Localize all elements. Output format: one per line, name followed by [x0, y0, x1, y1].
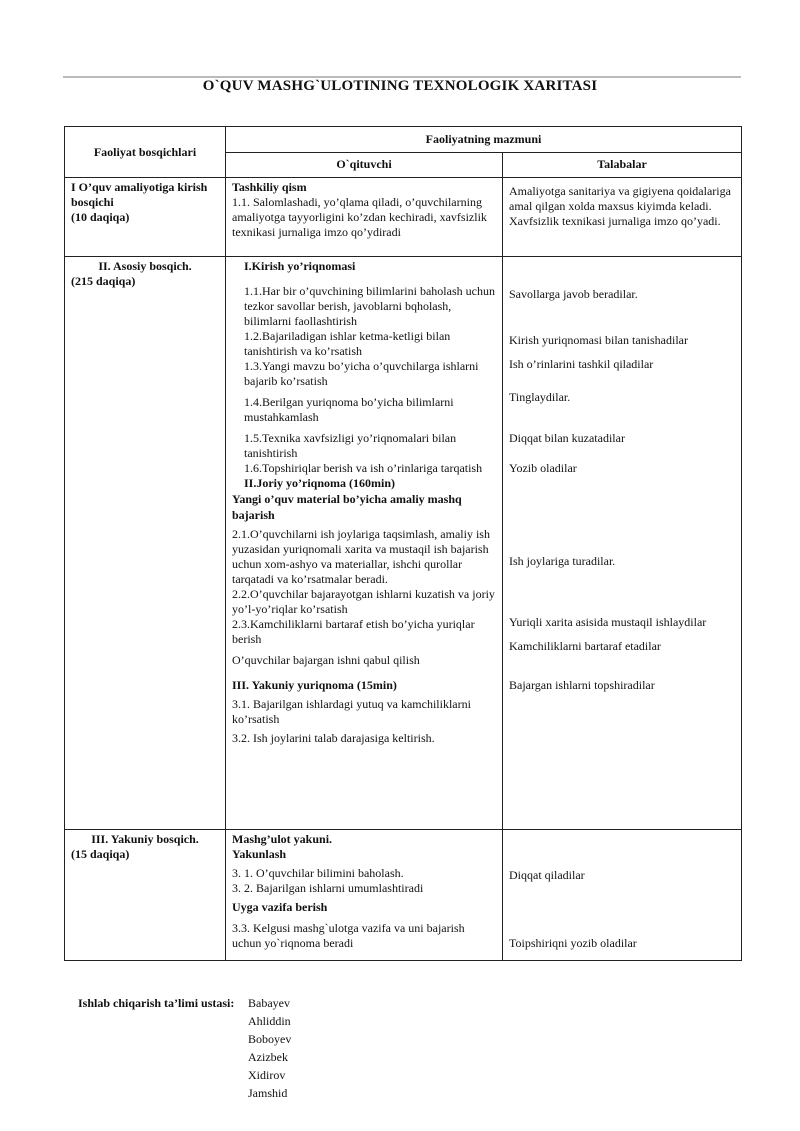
technology-map-table: [64, 126, 742, 961]
header-content: Faoliyatning mazmuni: [226, 127, 742, 153]
list-item: 2.2.O’quvchilar bajarayotgan ishlarni kuzatish va joriy yo’l-yo’riqlar ko’rsatish: [232, 587, 495, 616]
teacher-text: 1.1. Salomlashadi, yo’qlama qiladi, o’quvchilarning amaliyotga tayyorligini ko’zdan kechiradi, xavfsizlik texnikasi jurnaliga imzo qo’ydiradi: [232, 195, 487, 239]
list-item: 2.3.Kamchiliklarni bartaraf etish bo’yicha yuriqlar berish: [232, 617, 475, 646]
section-heading: Mashg’ulot yakuni.: [232, 832, 333, 846]
signature-name: Babayev Ahliddin: [248, 996, 291, 1028]
list-item: 1.1.Har bir o’quvchining bilimlarini baholash uchun tezkor savollar berish, javoblarni bqholash, bilimlarni faollashtirish: [244, 284, 495, 328]
signature-name: Xidirov Jamshid: [248, 1068, 288, 1100]
students-item: Toipshiriqni yozib oladilar: [509, 936, 637, 950]
students-item: Kirish yuriqnomasi bilan tanishadilar: [509, 333, 688, 347]
students-cell: [503, 257, 742, 830]
list-item: 3.1. Bajarilgan ishlardagi yutuq va kamchiliklarni ko’rsatish: [232, 697, 471, 726]
list-item: 3. 2. Bajarilgan ishlarni umumlashtiradi: [232, 881, 424, 895]
students-cell: [503, 178, 742, 257]
table-row: [65, 257, 742, 830]
stage-cell: [65, 830, 226, 961]
signature-label: Ishlab chiqarish ta’limi ustasi:: [78, 996, 235, 1010]
stage-cell: [65, 257, 226, 830]
header-students: Talabalar: [503, 152, 742, 178]
table-row: [65, 178, 742, 257]
list-item: 3.2. Ish joylarini talab darajasiga keltirish.: [232, 731, 435, 745]
students-cell: [503, 830, 742, 961]
students-item: Diqqat bilan kuzatadilar: [509, 431, 625, 445]
stage-line: II. Asosiy bosqich.: [98, 259, 192, 273]
list-item: 1.6.Topshiriqlar berish va ish o’rinlariga tarqatish: [244, 461, 483, 475]
document-title: O`QUV MASHG`ULOTINING TEXNOLOGIK XARITASI: [202, 78, 598, 94]
list-item: 1.3.Yangi mavzu bo’yicha o’quvchilarga ishlarni bajarib ko’rsatish: [244, 359, 479, 388]
students-item: Yozib oladilar: [509, 461, 577, 475]
stage-duration: (10 daqiqa): [71, 210, 130, 224]
section-heading: Yakunlash: [232, 847, 287, 861]
section-subheading: Yangi o’quv material bo’yicha amaliy mashq bajarish: [232, 492, 462, 522]
stage-line: I O’quv amaliyotiga kirish: [71, 180, 208, 194]
list-item: 1.2.Bajariladigan ishlar ketma-ketligi bilan tanishtirish va ko’rsatish: [244, 329, 451, 358]
students-item: Tinglaydilar.: [509, 390, 571, 404]
stage-line: III. Yakuniy bosqich.: [91, 832, 199, 846]
students-item: Kamchiliklarni bartaraf etadilar: [509, 639, 661, 653]
section-heading: II.Joriy yo’riqnoma (160min): [244, 476, 395, 490]
teacher-cell: [226, 178, 503, 257]
students-item: Diqqat qiladilar: [509, 868, 585, 882]
stage-duration: (15 daqiqa): [71, 847, 130, 861]
stage-duration: (215 daqiqa): [71, 274, 136, 288]
section-heading: I.Kirish yo’riqnomasi: [244, 259, 356, 273]
students-text: Amaliyotga sanitariya va gigiyena qoidalariga amal qilgan xolda maxsus kiyimda keladi. Xavfsizlik texnikasi jurnaliga imzo qo’yadi.: [509, 184, 731, 228]
list-item: 1.4.Berilgan yuriqnoma bo’yicha bilimlarni mustahkamlash: [244, 395, 454, 424]
header-row: [65, 127, 742, 153]
list-item: 2.1.O’quvchilarni ish joylariga taqsimlash, amaliy ish yuzasidan yuriqnomali xarita va mustaqil ish bajarish uchun xom-ashyo va materiallar, ishchi qurollar tarqatadi va ko’rsatmalar beradi.: [232, 527, 490, 586]
signature-block: [78, 994, 292, 1100]
table-row: [65, 830, 742, 961]
students-item: Ish o’rinlarini tashkil qiladilar: [509, 357, 654, 371]
students-item: Ish joylariga turadilar.: [509, 554, 616, 568]
list-item: O’quvchilar bajargan ishni qabul qilish: [232, 653, 420, 667]
header-teacher: O`qituvchi: [226, 152, 503, 178]
students-item: Yuriqli xarita asisida mustaqil ishlaydilar: [509, 615, 707, 629]
header-stages: Faoliyat bosqichlari: [65, 127, 226, 178]
list-item: 1.5.Texnika xavfsizligi yo’riqnomalari bilan tanishtirish: [244, 431, 457, 460]
teacher-cell: [226, 257, 503, 830]
signature-name: Boboyev Azizbek: [248, 1032, 292, 1064]
signature-names: [248, 994, 291, 1102]
stage-line: bosqichi: [71, 195, 114, 209]
list-item: 3. 1. O’quvchilar bilimini baholash.: [232, 866, 404, 880]
list-item: 3.3. Kelgusi mashg`ulotga vazifa va uni bajarish uchun yo`riqnoma beradi: [232, 921, 465, 950]
stage-cell: [65, 178, 226, 257]
students-item: Savollarga javob beradilar.: [509, 287, 638, 301]
students-item: Bajargan ishlarni topshiradilar: [509, 678, 655, 692]
section-heading: III. Yakuniy yuriqnoma (15min): [232, 678, 397, 692]
teacher-cell: [226, 830, 503, 961]
section-heading: Uyga vazifa berish: [232, 900, 328, 914]
section-heading: Tashkiliy qism: [232, 180, 307, 194]
